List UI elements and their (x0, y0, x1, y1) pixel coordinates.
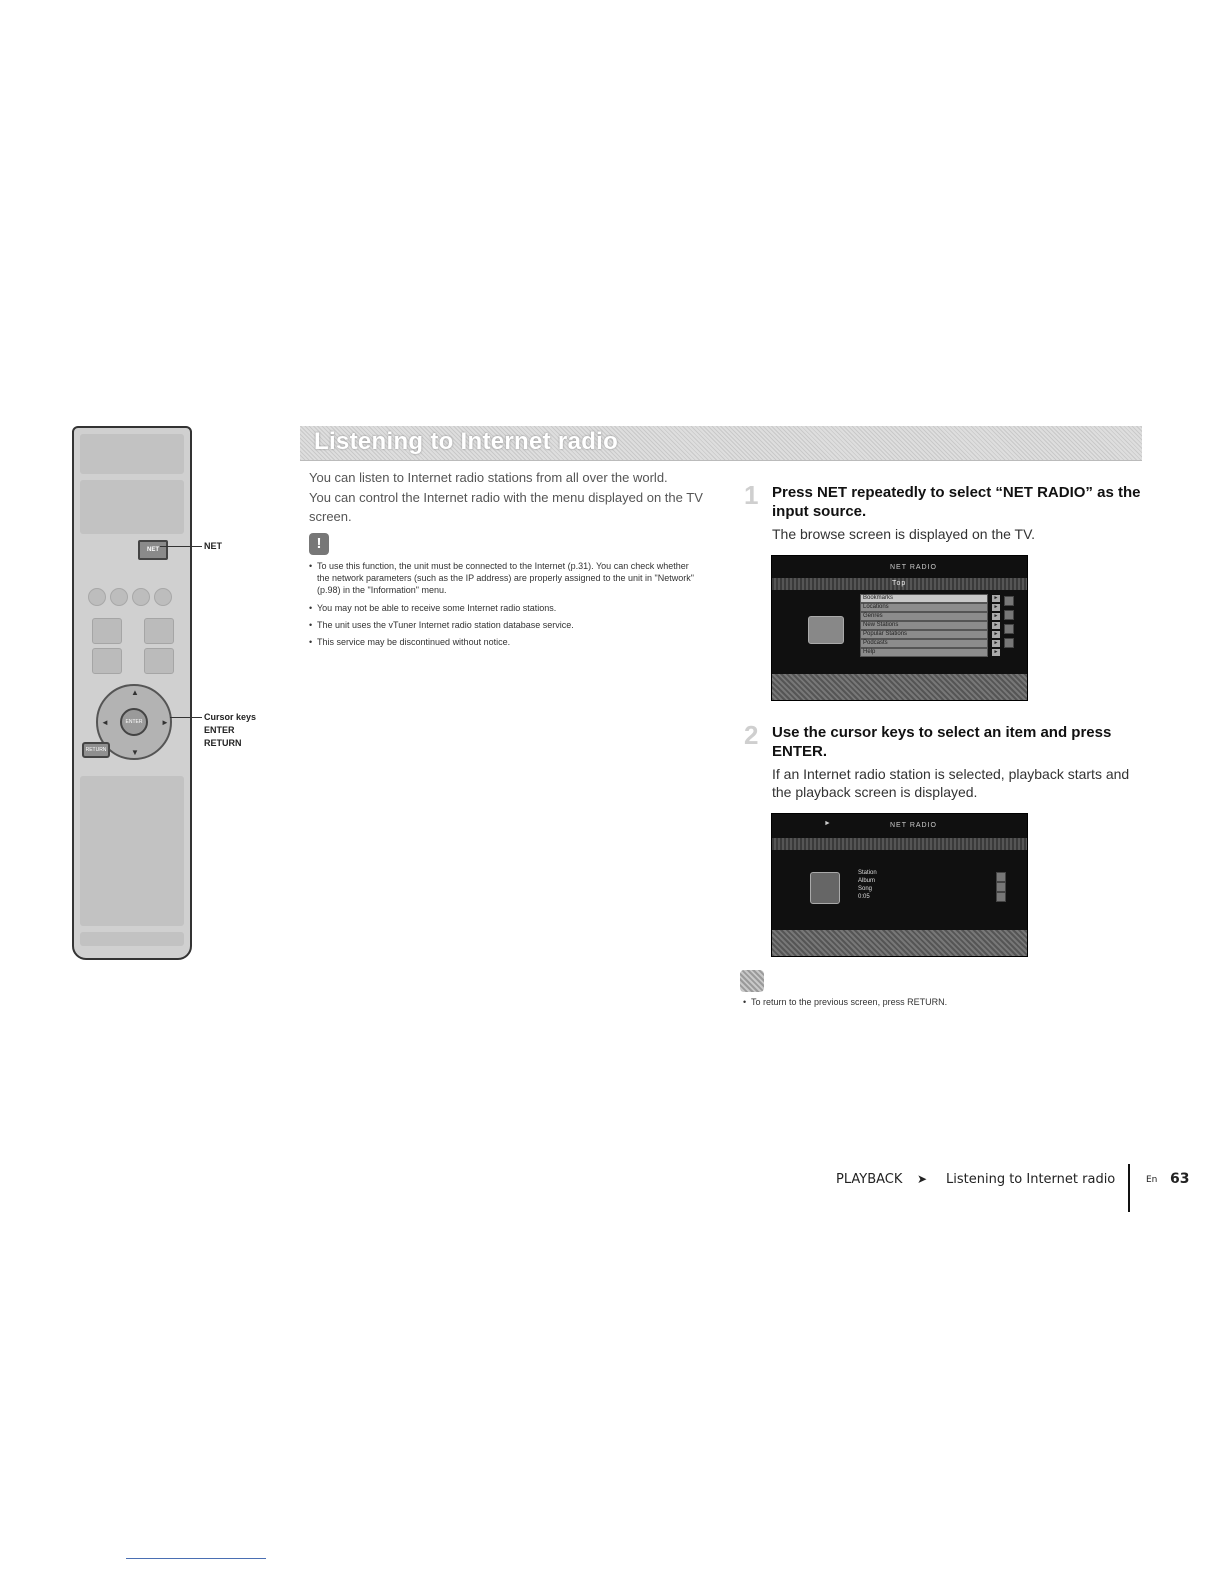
note-item (309, 636, 699, 648)
section-title-banner (300, 426, 1142, 461)
bottom-link-underline (126, 1558, 266, 1559)
menu-arrow-icon: ► (993, 622, 999, 628)
playback-screen-band (772, 838, 1027, 850)
remote-top-panel (80, 434, 184, 474)
return-callout-label: RETURN (204, 738, 242, 748)
menu-arrow-icon: ► (993, 631, 999, 637)
return-key: RETURN (82, 742, 110, 758)
enter-callout-label: ENTER (204, 725, 235, 735)
step-1-number: 1 (744, 480, 759, 510)
enter-key: ENTER (120, 708, 148, 736)
step-2-number: 2 (744, 720, 759, 750)
right-arrow-icon: ► (161, 718, 169, 727)
intro-paragraph-2: You can control the Internet radio with the menu displayed on the TV screen. (309, 490, 703, 524)
intro-paragraph-1: You can listen to Internet radio stations from all over the world. (309, 470, 668, 485)
playback-info-song: Song (858, 886, 873, 892)
remote-control-illustration (72, 426, 192, 960)
cursor-keys-callout-label: Cursor keys (204, 712, 257, 722)
browse-menu-item: Podcasts (860, 639, 988, 648)
notes-warning-icon: ! (309, 533, 329, 555)
bullet: • (309, 561, 313, 571)
browse-menu-item: Locations (860, 603, 988, 612)
remote-logo-area (80, 932, 184, 946)
side-button-icon (1004, 610, 1014, 620)
remote-key (110, 588, 128, 606)
note-item (309, 560, 699, 596)
playback-screen-header: NET RADIO (890, 822, 937, 829)
browse-screen-floor (772, 674, 1027, 700)
up-arrow-icon: ▲ (131, 688, 139, 697)
step-1-heading: Press NET repeatedly to select “NET RADIO” as the input source. (772, 484, 1141, 520)
remote-key (144, 618, 174, 644)
net-key: NET (138, 540, 168, 560)
section-title: Listening to Internet radio (314, 428, 619, 455)
menu-arrow-icon: ► (993, 640, 999, 646)
remote-lower-keys-panel (80, 776, 184, 926)
side-button-icon (996, 882, 1006, 892)
left-arrow-icon: ◄ (101, 718, 109, 727)
footer-separator-icon: ➤ (917, 1172, 928, 1186)
footer-divider (1128, 1164, 1130, 1212)
remote-key (88, 588, 106, 606)
note-text: This service may be discontinued without notice. (317, 637, 511, 647)
remote-key (92, 648, 122, 674)
cursor-callout-line (170, 717, 202, 718)
bullet: • (309, 603, 313, 613)
footer-topic-link[interactable]: Listening to Internet radio (946, 1172, 1116, 1187)
playback-screen-illustration (771, 813, 1028, 957)
playback-info-time: 0:05 (858, 894, 870, 900)
menu-arrow-icon: ► (993, 604, 999, 610)
net-callout-label: NET (204, 541, 222, 551)
browse-menu-item: Popular Stations (860, 630, 988, 639)
playback-info-station: Station (858, 870, 877, 876)
browse-screen-illustration (771, 555, 1028, 701)
hint-item (743, 996, 1143, 1008)
step-2-body: If an Internet radio station is selected, playback starts and the playback screen is displayed. (772, 766, 1130, 800)
net-callout-line (160, 546, 202, 547)
side-button-icon (1004, 638, 1014, 648)
browse-screen-header: NET RADIO (890, 564, 937, 571)
menu-arrow-icon: ► (993, 613, 999, 619)
note-item (309, 619, 699, 631)
note-text: To use this function, the unit must be connected to the Internet (p.31). You can check whether the network parameters (such as the IP address) are properly assigned to the unit in "Network" (p.98) in the "Information" menu. (317, 561, 694, 595)
note-text: The unit uses the vTuner Internet radio station database service. (317, 620, 574, 630)
hint-text: To return to the previous screen, press RETURN. (751, 997, 948, 1007)
side-button-icon (1004, 624, 1014, 634)
remote-key (132, 588, 150, 606)
remote-key (92, 618, 122, 644)
bullet: • (743, 997, 747, 1007)
browse-menu-item: New Stations (860, 621, 988, 630)
step-1-body: The browse screen is displayed on the TV. (772, 526, 1036, 542)
hint-icon (740, 970, 764, 992)
browse-menu-item: Bookmarks (860, 594, 988, 603)
radio-art-icon (808, 616, 844, 644)
remote-key (144, 648, 174, 674)
footer-section-link[interactable]: PLAYBACK (836, 1172, 903, 1187)
bullet: • (309, 637, 313, 647)
playback-screen-floor (772, 930, 1027, 956)
bullet: • (309, 620, 313, 630)
side-button-icon (996, 892, 1006, 902)
note-text: You may not be able to receive some Internet radio stations. (317, 603, 557, 613)
side-button-icon (996, 872, 1006, 882)
footer-language: En (1146, 1175, 1158, 1185)
note-item (309, 602, 699, 614)
down-arrow-icon: ▼ (131, 748, 139, 757)
menu-arrow-icon: ► (993, 649, 999, 655)
browse-menu-item: Genres (860, 612, 988, 621)
side-button-icon (1004, 596, 1014, 606)
menu-arrow-icon: ► (993, 595, 999, 601)
remote-key (154, 588, 172, 606)
playback-info-album: Album (858, 878, 876, 884)
play-icon: ► (824, 820, 832, 827)
music-notes-art-icon (810, 872, 840, 904)
page-number: 63 (1170, 1171, 1190, 1187)
step-2-heading: Use the cursor keys to select an item and press ENTER. (772, 724, 1112, 760)
browse-menu-item: Help (860, 648, 988, 657)
browse-screen-subheader: Top (892, 580, 907, 587)
remote-input-keys-panel (80, 480, 184, 534)
